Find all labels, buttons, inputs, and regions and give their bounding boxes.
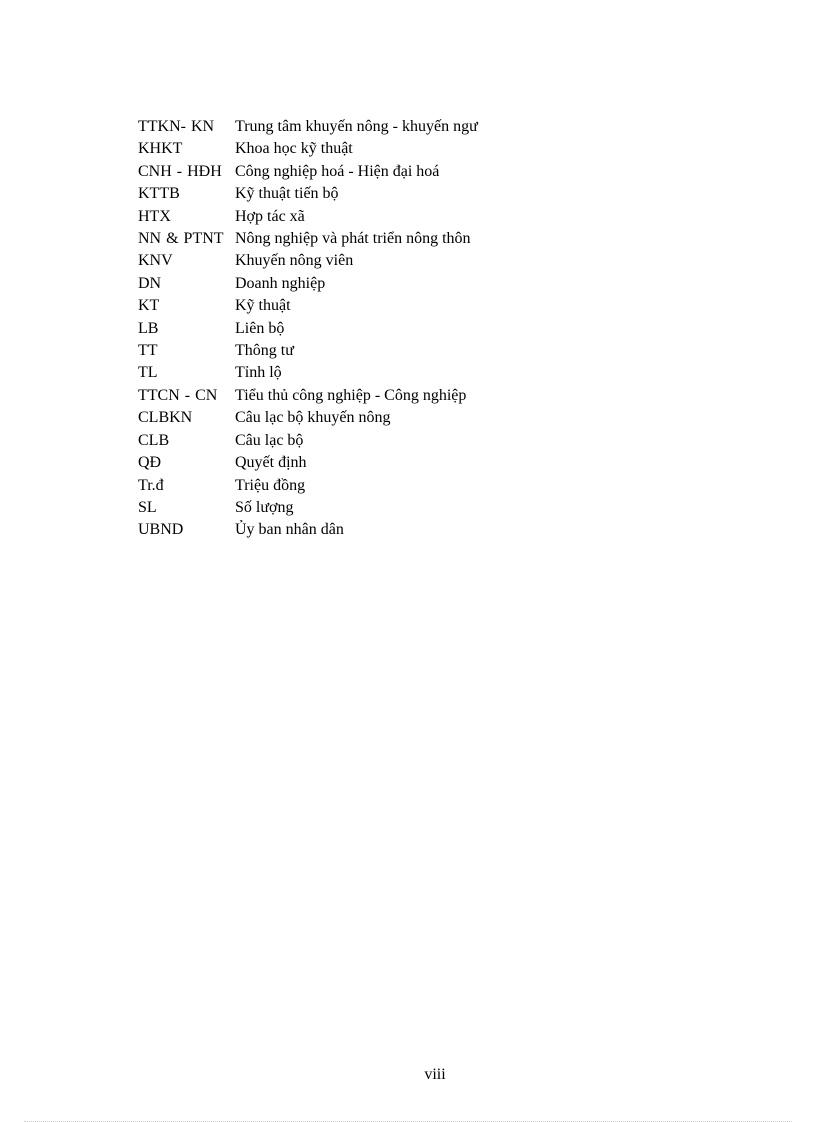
abbreviation-row [138, 206, 535, 228]
abbreviation-term: TT [138, 342, 158, 360]
abbreviation-meaning: Tiểu thủ công nghiệp - Công nghiệp [235, 386, 467, 404]
abbreviation-meaning: Kỹ thuật tiến bộ [235, 185, 339, 203]
abbreviation-meaning: Số lượng [235, 498, 294, 516]
abbreviation-meaning: Doanh nghiệp [235, 274, 326, 292]
page-number: viii [424, 1066, 446, 1083]
abbreviation-term: TL [138, 364, 158, 382]
abbreviation-term: NN & PTNT [138, 230, 224, 248]
abbreviation-list [138, 116, 535, 542]
abbreviation-table [138, 116, 535, 542]
abbreviation-meaning: Kỹ thuật [235, 297, 291, 315]
abbreviation-row [138, 161, 535, 183]
abbreviation-meaning: Liên bộ [235, 319, 285, 337]
abbreviation-term: CLBKN [138, 409, 193, 427]
abbreviation-term: UBND [138, 521, 184, 539]
abbreviation-meaning: Công nghiệp hoá - Hiện đại hoá [235, 162, 440, 180]
abbreviation-row [138, 138, 535, 160]
abbreviation-term: DN [138, 274, 162, 292]
abbreviation-meaning: Câu lạc bộ khuyến nông [235, 409, 391, 427]
abbreviation-meaning: Câu lạc bộ [235, 431, 304, 449]
abbreviation-term: HTX [138, 207, 171, 225]
abbreviation-meaning: Triệu đồng [235, 476, 306, 494]
abbreviation-row [138, 116, 535, 138]
abbreviation-row [138, 475, 535, 497]
abbreviation-term: QĐ [138, 454, 162, 472]
abbreviation-term: KT [138, 297, 160, 315]
abbreviation-term: TTCN - CN [138, 386, 218, 404]
abbreviation-row [138, 183, 535, 205]
abbreviation-term: TTKN- KN [138, 118, 215, 135]
abbreviation-term: SL [138, 498, 157, 516]
abbreviation-meaning: Nông nghiệp và phát triển nông thôn [235, 230, 471, 248]
abbreviation-term: CNH - HĐH [138, 162, 222, 180]
abbreviation-row [138, 228, 535, 250]
abbreviation-meaning: Tỉnh lộ [235, 364, 282, 382]
page-bottom-divider [24, 1121, 792, 1122]
abbreviation-meaning: Khoa học kỹ thuật [235, 140, 353, 158]
abbreviation-row [138, 430, 535, 452]
abbreviation-row [138, 519, 535, 541]
abbreviation-row [138, 497, 535, 519]
abbreviation-term: KHKT [138, 140, 183, 158]
abbreviation-term: CLB [138, 431, 170, 449]
abbreviation-meaning: Trung tâm khuyến nông - khuyến ngư [235, 118, 478, 135]
abbreviation-row [138, 273, 535, 295]
abbreviation-row [138, 385, 535, 407]
abbreviation-row [138, 250, 535, 272]
abbreviation-meaning: Khuyến nông viên [235, 252, 354, 270]
abbreviation-row [138, 407, 535, 429]
abbreviation-row [138, 318, 535, 340]
abbreviation-row [138, 340, 535, 362]
abbreviation-term: KTTB [138, 185, 180, 203]
abbreviation-meaning: Hợp tác xã [235, 207, 305, 225]
abbreviation-meaning: Quyết định [235, 454, 307, 472]
abbreviation-term: KNV [138, 252, 173, 270]
abbreviation-term: LB [138, 319, 159, 337]
abbreviation-meaning: Ủy ban nhân dân [235, 521, 344, 539]
abbreviation-row [138, 362, 535, 384]
abbreviation-meaning: Thông tư [235, 342, 294, 360]
abbreviation-row [138, 452, 535, 474]
abbreviation-term: Tr.đ [138, 476, 164, 494]
abbreviation-row [138, 295, 535, 317]
